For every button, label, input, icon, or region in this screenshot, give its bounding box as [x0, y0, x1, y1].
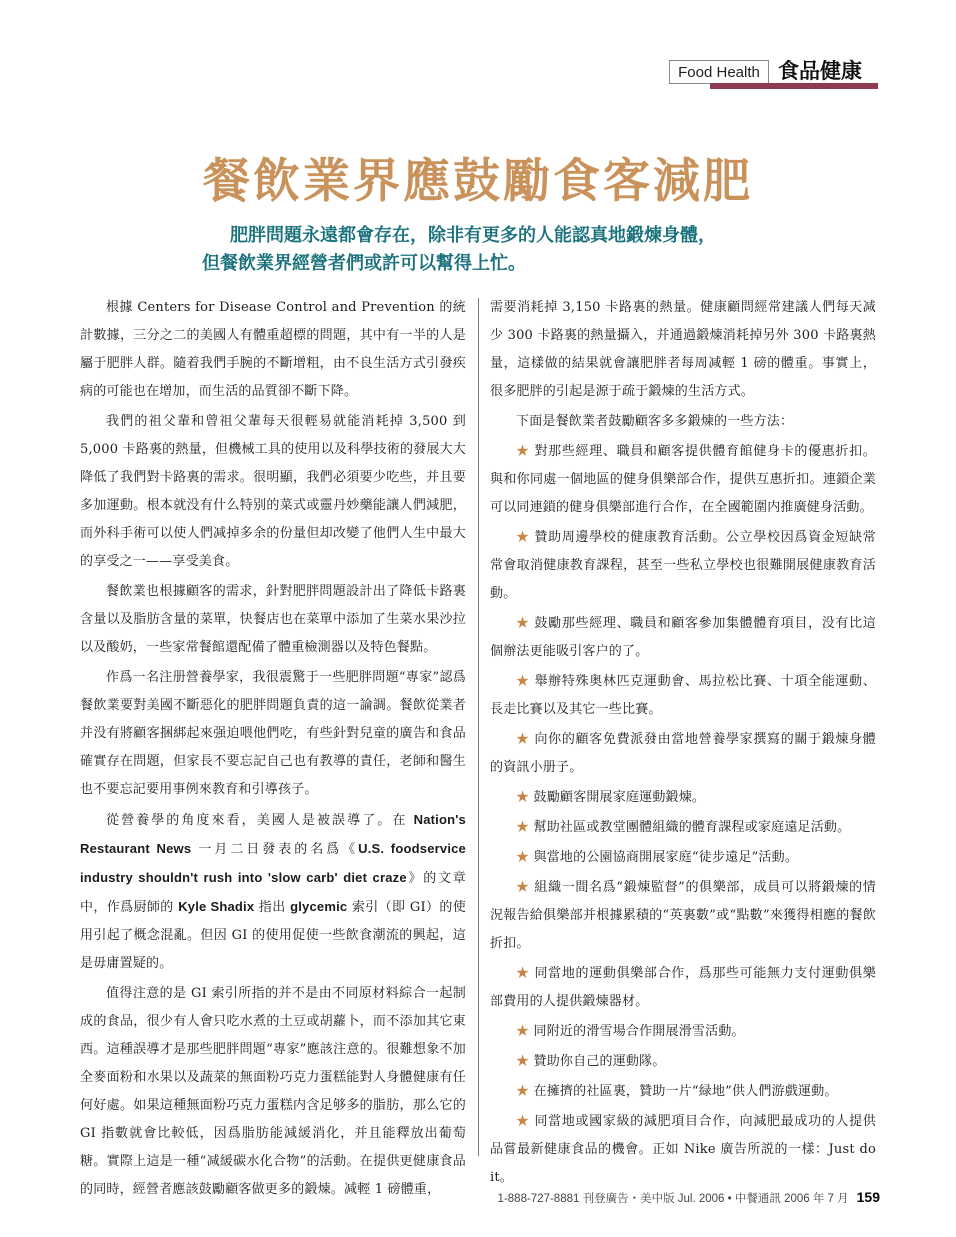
star-icon: ★	[516, 1024, 530, 1039]
star-icon: ★	[516, 880, 530, 895]
paragraph: 我們的祖父輩和曾祖父輩每天很輕易就能消耗掉 3,500 到 5,000 卡路裏的熱量，但機械工具的使用以及科學技術的發展大大降低了我們對卡路裏的需求。很明顯，我們必須要少吃些，并且要多加運動。根本就没有什么特别的菜式或靈丹妙藥能讓人們減肥，而外科手術可以使人們减掉多余的份量但却改變了他們人生中最大的享受之一——享受美食。	[80, 414, 466, 569]
term: glycemic	[290, 899, 348, 914]
tip-text: 幫助社區或教堂團體組織的體育課程或家庭遠足活動。	[529, 820, 851, 835]
text-run: 》的文章中，作爲厨師的	[80, 871, 466, 915]
right-column	[490, 294, 876, 1194]
star-icon: ★	[516, 1054, 530, 1069]
tip-item	[490, 814, 876, 842]
tip-item	[490, 1108, 876, 1192]
tip-item	[490, 668, 876, 724]
tip-text: 同當地或國家級的減肥項目合作，向減肥最成功的人提供品嘗最新健康食品的機會。正如 Nike 廣告所説的一樣：Just do it。	[490, 1114, 876, 1185]
star-icon: ★	[516, 674, 530, 689]
star-icon: ★	[516, 1114, 530, 1129]
paragraph-continued: 需要消耗掉 3,150 卡路裏的熱量。健康顧問經常建議人們每天减少 300 卡路裏的熱量攝入，并通過鍛煉消耗掉另外 300 卡路裏熱量，這樣做的結果就會讓肥胖者每周减輕 1 磅的體重。事實上，很多肥胖的引起是源于疏于鍛煉的生活方式。	[490, 300, 876, 399]
tip-text: 對那些經理、職員和顧客提供體育館健身卡的優惠折扣。與和你同處一個地區的健身俱樂部合作，提供互惠折扣。連鎖企業可以同連鎖的健身俱樂部進行合作，在全國範圍内推廣健身活動。	[490, 444, 876, 515]
tip-item	[490, 784, 876, 812]
tip-text: 舉辦特殊奥林匹克運動會、馬拉松比賽、十項全能運動、長走比賽以及其它一些比賽。	[490, 674, 876, 717]
article-subtitle	[170, 222, 810, 278]
subtitle-line-1: 肥胖問題永遠都會存在，除非有更多的人能認真地鍛煉身體，	[230, 225, 716, 246]
text-run: 索引（即 GI）的使用引起了概念混亂。但因 GI 的使用促使一些飲食潮流的興起，這是毋庸置疑的。	[80, 900, 466, 971]
tip-text: 同當地的運動俱樂部合作，爲那些可能無力支付運動俱樂部費用的人提供鍛煉器材。	[490, 966, 876, 1009]
tip-text: 鼓勵那些經理、職員和顧客參加集體體育項目，没有比這個辦法更能吸引客户的了。	[490, 616, 876, 659]
star-icon: ★	[516, 820, 530, 835]
paragraph: 下面是餐飲業者鼓勵顧客多多鍛煉的一些方法：	[516, 414, 794, 429]
star-icon: ★	[516, 850, 530, 865]
tip-item	[490, 1078, 876, 1106]
tip-text: 贊助你自己的運動隊。	[529, 1054, 666, 1069]
paragraph: 根據 Centers for Disease Control and Prevention 的統計數據，三分之二的美國人有體重超標的問題，其中有一半的人是屬于肥胖人群。隨着我們手腕的不斷增粗，由不良生活方式引發疾病的可能也在增加，而生活的品質卻不斷下降。	[80, 300, 466, 399]
star-icon: ★	[516, 732, 530, 747]
star-icon: ★	[516, 1084, 530, 1099]
left-column	[80, 294, 466, 1206]
text-run: 一月二日發表的名爲《	[191, 842, 359, 857]
star-icon: ★	[516, 966, 530, 981]
tip-text: 在擁擠的社區裏，贊助一片“緑地”供人們游戲運動。	[529, 1084, 838, 1099]
star-icon: ★	[516, 444, 530, 459]
tip-text: 與當地的公園協商開展家庭“徒步遠足”活動。	[529, 850, 799, 865]
tip-item	[490, 1048, 876, 1076]
section-tag-english: Food Health	[669, 60, 769, 84]
star-icon: ★	[516, 530, 530, 545]
tip-text: 組織一間名爲“鍛煉監督”的俱樂部，成員可以將鍛煉的情況報告給俱樂部并根據累積的“英裏數”或“點數”來獲得相應的餐飲折扣。	[490, 880, 877, 951]
star-icon: ★	[516, 790, 530, 805]
paragraph: 餐飲業也根據顧客的需求，針對肥胖問題設計出了降低卡路裏含量以及脂肪含量的菜單，快餐店也在菜單中添加了生菜水果沙拉以及酸奶，一些家常餐館還配備了體重檢測器以及特色餐點。	[80, 584, 466, 655]
column-divider	[478, 298, 479, 1156]
tip-text: 同附近的滑雪場合作開展滑雪活動。	[529, 1024, 745, 1039]
subtitle-line-2: 但餐飲業界經營者們或許可以幫得上忙。	[202, 253, 526, 274]
paragraph: 作爲一名注册營養學家，我很震驚于一些肥胖問題“專家”認爲餐飲業要對美國不斷惡化的肥胖問題負責的這一論調。餐飲從業者并没有將顧客捆綁起來强迫喂他們吃，有些針對兒童的廣告和食品確實存在問題，但家長不要忘記自己也有教導的責任，老師和醫生也不要忘記要用事例來教育和引導孩子。	[80, 670, 466, 797]
tip-item	[490, 726, 876, 782]
tips-list	[490, 438, 876, 1192]
article-title: 餐飲業界應鼓勵食客減肥	[203, 154, 753, 209]
tip-item	[490, 438, 876, 522]
paragraph-with-citation	[80, 806, 466, 978]
article-citation: U.S. foodservice industry shouldn't rush into 'slow carb' diet craze	[80, 841, 466, 885]
tip-item	[490, 874, 876, 958]
tip-item	[490, 1018, 876, 1046]
publication-name: Nation's Restaurant News	[80, 812, 466, 856]
tip-text: 向你的顧客免費派發由當地營養學家撰寫的關于鍛煉身體的資訊小册子。	[490, 732, 876, 775]
section-tag-chinese: 食品健康	[778, 59, 862, 83]
paragraph: 值得注意的是 GI 索引所指的并不是由不同原材料綜合一起制成的食品，很少有人會只吃水煮的土豆或胡蘿卜，而不添加其它東西。這種誤導才是那些肥胖問題“專家”應該注意的。很難想象不加全麥面粉和水果以及蔬菜的無面粉巧克力蛋糕能對人身體健康有任何好處。如果這種無面粉巧克力蛋糕内含足够多的脂肪，那么它的 GI 指數就會比較低，因爲脂肪能減緩消化，并且能釋放出葡萄糖。實際上這是一種“减緩碳水化合物”的活動。在提供更健康食品的同時，經營者應該鼓勵顧客做更多的鍛煉。减輕 1 磅體重，	[80, 986, 466, 1197]
page-footer	[470, 1189, 880, 1206]
text-run: 從營養學的角度來看，美國人是被誤導了。在	[106, 813, 414, 828]
footer-text: 1-888-727-8881 刊登廣告・美中版 Jul. 2006 • 中餐通訊 2006 年 7 月	[497, 1193, 849, 1205]
tip-item	[490, 960, 876, 1016]
tip-item	[490, 524, 876, 608]
tip-text: 贊助周邊學校的健康教育活動。公立學校因爲資金短缺常常會取消健康教育課程，甚至一些私立學校也很難開展健康教育活動。	[490, 530, 876, 601]
star-icon: ★	[516, 616, 530, 631]
text-run: 指出	[254, 900, 291, 915]
tip-item	[490, 610, 876, 666]
header-accent-bar	[710, 83, 878, 89]
tip-text: 鼓勵顧客開展家庭運動鍛煉。	[529, 790, 706, 805]
tip-item	[490, 844, 876, 872]
page-number: 159	[856, 1189, 880, 1205]
person-name: Kyle Shadix	[178, 899, 255, 914]
